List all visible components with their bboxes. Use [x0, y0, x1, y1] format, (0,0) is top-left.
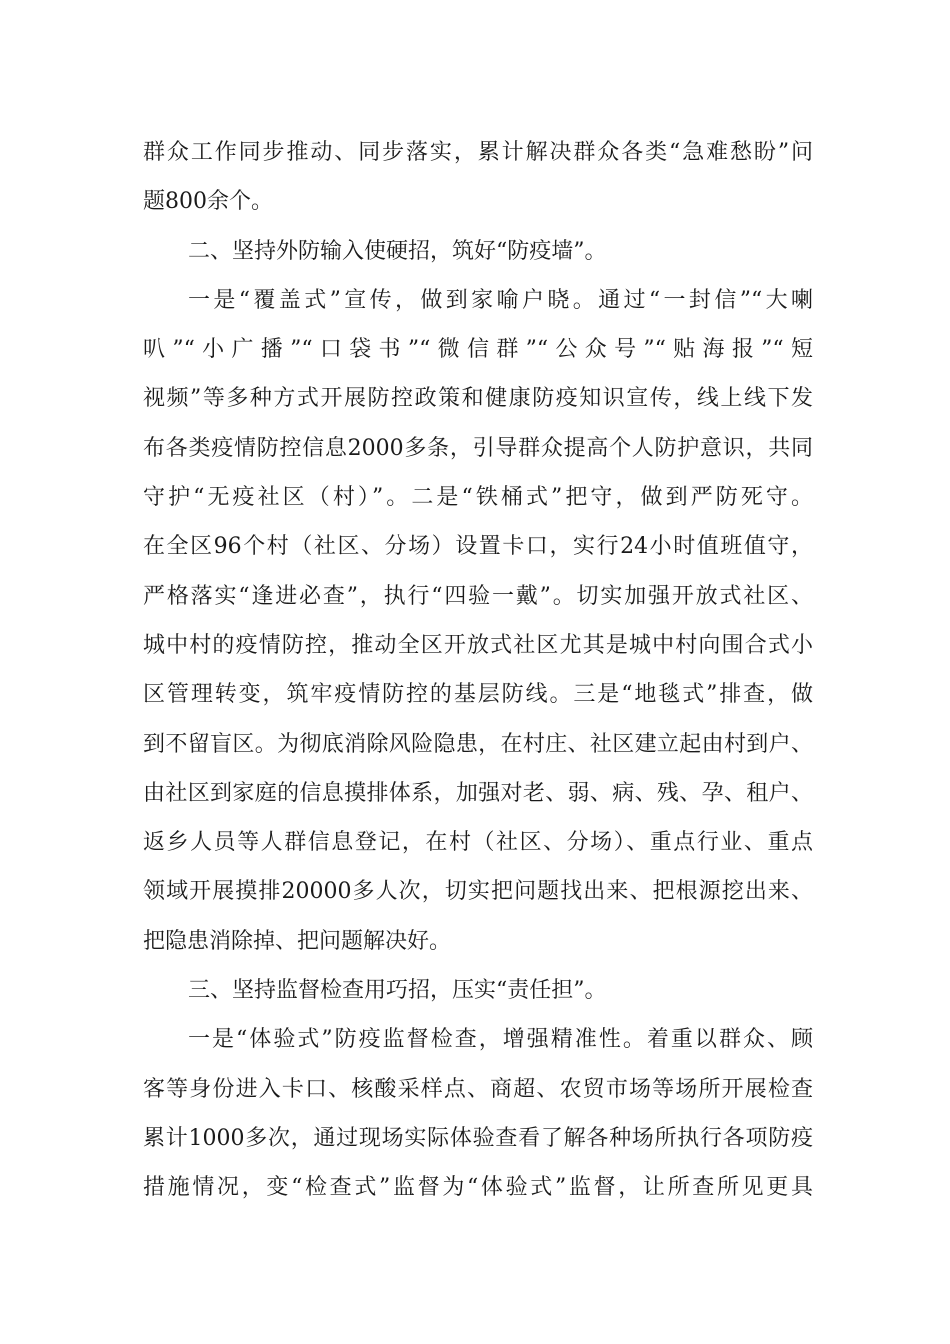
- text-line: 措施情况，变“检查式”监督为“体验式”监督，让所查所见更具: [143, 1175, 813, 1201]
- text-line: 叭”“小广播”“口袋书”“微信群”“公众号”“贴海报”“短: [143, 337, 813, 363]
- text-line: 把隐患消除掉、把问题解决好。: [143, 928, 452, 954]
- document-body: [143, 128, 813, 1213]
- section-heading: 三、坚持监督检查用巧招，压实“责任担”。: [188, 978, 607, 1004]
- text-line: 一是“体验式”防疫监督检查，增强精准性。着重以群众、顾: [188, 1027, 813, 1053]
- text-line: 由社区到家庭的信息摸排体系，加强对老、弱、病、残、孕、租户、: [143, 780, 813, 806]
- text-line: 一是“覆盖式”宣传，做到家喻户晓。通过“一封信”“大喇: [188, 287, 813, 313]
- section-heading: 二、坚持外防输入使硬招，筑好“防疫墙”。: [188, 238, 607, 264]
- text-line: 区管理转变，筑牢疫情防控的基层防线。三是“地毯式”排查，做: [143, 682, 813, 708]
- text-line: 客等身份进入卡口、核酸采样点、商超、农贸市场等场所开展检查: [143, 1076, 813, 1102]
- text-line: 返乡人员等人群信息登记，在村（社区、分场）、重点行业、重点: [143, 830, 813, 856]
- text-line: 累计1000多次，通过现场实际体验查看了解各种场所执行各项防疫: [143, 1125, 813, 1151]
- text-line: 城中村的疫情防控，推动全区开放式社区尤其是城中村向围合式小: [143, 632, 813, 658]
- text-line: 到不留盲区。为彻底消除风险隐患，在村庄、社区建立起由村到户、: [143, 731, 813, 757]
- text-line: 题800余个。: [143, 189, 273, 215]
- text-line: 领域开展摸排20000多人次，切实把问题找出来、把根源挖出来、: [143, 879, 813, 905]
- text-line: 群众工作同步推动、同步落实，累计解决群众各类“急难愁盼”问: [143, 140, 813, 165]
- text-line: 守护“无疫社区（村）”。二是“铁桶式”把守，做到严防死守。: [143, 485, 813, 511]
- text-line: 视频”等多种方式开展防控政策和健康防疫知识宣传，线上线下发: [143, 386, 813, 412]
- text-line: 布各类疫情防控信息2000多条，引导群众提高个人防护意识，共同: [143, 435, 813, 461]
- text-line: 在全区96个村（社区、分场）设置卡口，实行24小时值班值守，: [143, 534, 813, 560]
- text-line: 严格落实“逢进必查”，执行“四验一戴”。切实加强开放式社区、: [143, 583, 813, 609]
